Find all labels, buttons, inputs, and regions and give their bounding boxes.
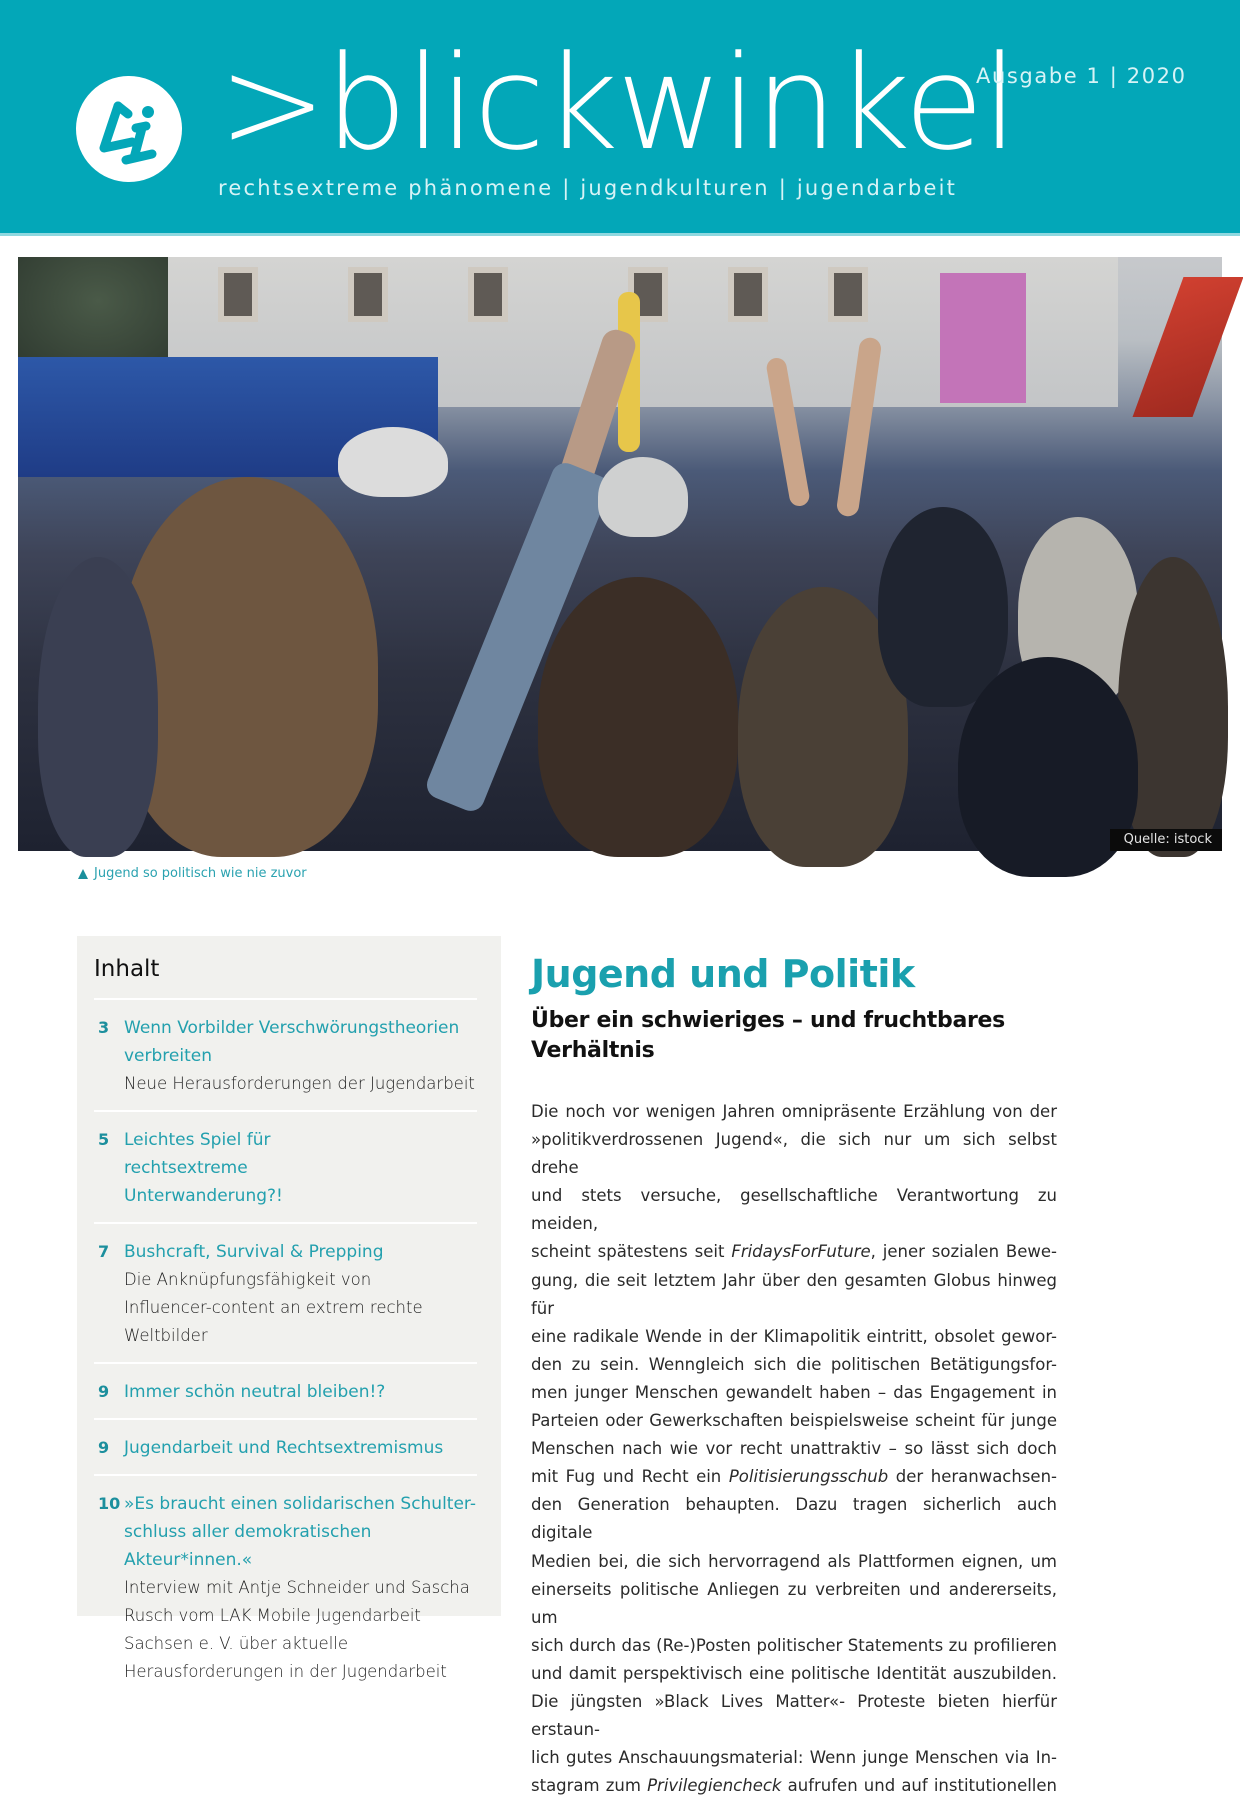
article-line: Medien bei, die sich hervorragend als Plattformen eignen, um [531,1551,1057,1571]
triangle-up-icon [78,869,88,879]
article-line: scheint spätestens seit FridaysForFuture, jener sozialen Bewe- [531,1242,1057,1262]
article-line: und stets versuche, gesellschaftliche Verantwortung zu meiden, [531,1186,1057,1234]
article-line: »politikverdrossenen Jugend«, die sich nur um sich selbst drehe [531,1130,1057,1178]
article-line: eine radikale Wende in der Klimapolitik eintritt, obsolet gewor- [531,1326,1057,1346]
toc-page-number: 9 [98,1382,110,1401]
toc-item[interactable] [94,1418,477,1474]
article-line: lich gutes Anschauungsmaterial: Wenn junge Menschen via In- [531,1748,1057,1768]
toc-item-title[interactable]: Immer schön neutral bleiben!? [124,1382,386,1402]
issue-number: Ausgabe 1 | 2020 [976,64,1187,88]
toc-item[interactable] [94,1474,477,1698]
toc-page-number: 7 [98,1242,110,1261]
toc-page-number: 5 [98,1130,110,1149]
article-line: Die jüngsten »Black Lives Matter«- Proteste bieten hierfür erstaun- [531,1691,1057,1740]
photo-credit: Quelle: istock [1110,829,1222,851]
article-line: stagram zum Privilegiencheck aufrufen und auf institutionellen [531,1776,1057,1796]
toc-page-number: 10 [98,1494,121,1513]
toc-item[interactable] [94,998,477,1110]
chevron-icon: > [218,27,325,179]
toc-item-title[interactable]: »Es braucht einen solidarischen Schulter-schluss aller demokratischen Akteur*innen.« [124,1494,476,1570]
hero-photo [18,257,1222,851]
photo-caption [78,866,307,881]
photo-tree [18,257,178,367]
toc-list [94,998,477,1698]
article-line: einerseits politische Anliegen zu verbreiten und andererseits, um [531,1579,1057,1627]
toc-item-subtitle: Die Anknüpfungsfähigkeit von Influencer-content an extrem rechte Weltbilder [124,1270,423,1345]
article-line: den zu sein. Wenngleich sich die politischen Betätigungsfor- [531,1354,1057,1374]
toc-item-subtitle: Interview mit Antje Schneider und Sascha Rusch vom LAK Mobile Jugendarbeit Sachsen e. V. über aktuelle Herausforderungen in der Jugendarbeit [124,1578,470,1681]
toc-item[interactable] [94,1362,477,1418]
toc-item-title[interactable]: Leichtes Spiel für rechtsextreme Unterwanderung?! [124,1130,283,1206]
masthead [0,0,1240,236]
article-line: mit Fug und Recht ein Politisierungsschub der heranwachsen- [531,1467,1057,1487]
article-body [531,1098,1057,1800]
toc-item[interactable] [94,1110,477,1222]
toc-item-title[interactable]: Jugendarbeit und Rechtsextremismus [124,1438,444,1458]
lead-article [531,950,1057,1800]
article-subtitle: Über ein schwieriges – und fruchtbares Verhältnis [531,1008,1005,1063]
toc-item-title[interactable]: Bushcraft, Survival & Prepping [124,1242,384,1262]
caption-text: Jugend so politisch wie nie zuvor [94,866,307,881]
toc-title: Inhalt [94,956,160,982]
photo-pink-sign [940,273,1026,403]
photo-red-flag [1133,277,1243,417]
toc-item[interactable] [94,1222,477,1362]
article-line: und damit perspektivisch eine politische Identität auszubilden. [531,1663,1057,1683]
toc-page-number: 9 [98,1438,110,1457]
magazine-name: blickwinkel [324,27,1017,179]
article-title: Jugend und Politik [531,952,915,996]
article-line: Die noch vor wenigen Jahren omnipräsente Erzählung von der [531,1102,1057,1121]
li-logo-icon [76,76,182,182]
table-of-contents [77,936,501,1681]
tagline: rechtsextreme phänomene | jugendkulturen | jugendarbeit [218,176,958,200]
article-line: sich durch das (Re-)Posten politischer Statements zu profilieren [531,1635,1057,1655]
article-line: men junger Menschen gewandelt haben – das Engagement in [531,1382,1057,1402]
magazine-title [218,27,1017,179]
article-line: Menschen nach wie vor recht unattraktiv – so lässt sich doch [531,1439,1057,1459]
toc-item-title[interactable]: Wenn Vorbilder Verschwörungstheorien verbreiten [124,1018,460,1066]
article-line: Parteien oder Gewerkschaften beispielsweise scheint für junge [531,1411,1057,1431]
toc-item-subtitle: Neue Herausforderungen der Jugendarbeit [124,1074,475,1093]
article-line: gung, die seit letztem Jahr über den gesamten Globus hinweg für [531,1270,1057,1318]
publisher-logo [76,76,182,182]
toc-page-number: 3 [98,1018,110,1037]
article-line: den Generation behaupten. Dazu tragen sicherlich auch digitale [531,1495,1057,1543]
